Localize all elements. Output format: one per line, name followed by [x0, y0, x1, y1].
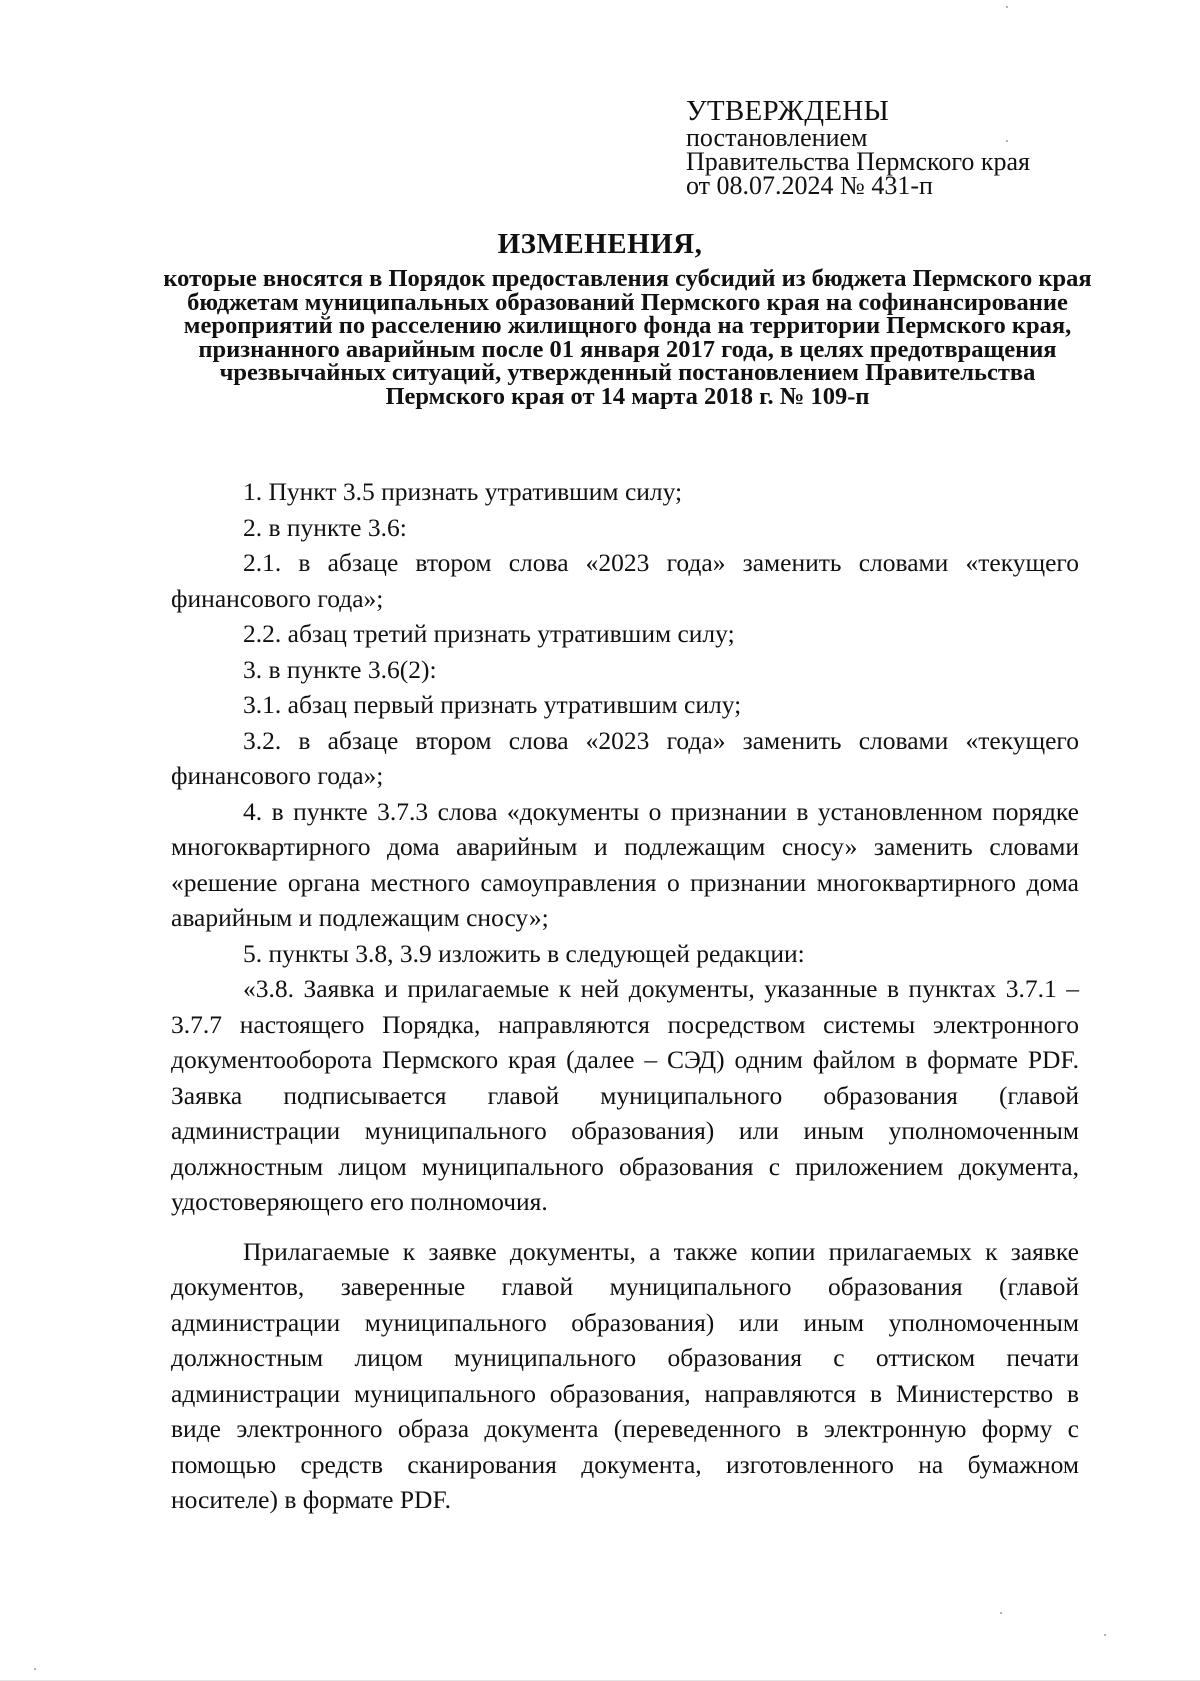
paragraph-item-4: 4. в пункте 3.7.3 слова «документы о признании в установленном порядке многоквартирного дома аварийным и подлежащим сносу» заменить словами «решение органа местного самоуправления о признании многоквартирного дома аварийным и подлежащим сносу»; — [171, 796, 1079, 932]
scan-speck — [1006, 6, 1008, 8]
scan-speck — [34, 1668, 36, 1670]
paragraph-item-3: 3. в пункте 3.6(2): — [243, 654, 437, 684]
approval-line-decree: постановлением — [686, 123, 868, 152]
scan-speck — [1000, 1612, 1002, 1614]
document-body — [171, 474, 1079, 1518]
paragraph-item-2-2: 2.2. абзац третий признать утратившим силу; — [243, 619, 735, 648]
scan-speck — [1006, 140, 1008, 142]
paragraph-item-5: 5. пункты 3.8, 3.9 изложить в следующей редакции: — [243, 938, 805, 968]
document-title: ИЗМЕНЕНИЯ, — [497, 228, 703, 260]
paragraph-clause-3-8: «3.8. Заявка и прилагаемые к ней документы, указанные в пунктах 3.7.1 – 3.7.7 настоящего Порядка, направляются посредством системы электронного документооборота Пермского края (далее – СЭД) одним файлом в формате PDF. Заявка подписывается главой муниципального образования (главой администрации муниципального образования) или иным уполномоченным должностным лицом муниципального образования с приложением документа, удостоверяющего его полномочия. — [171, 974, 1079, 1216]
paragraph-item-3-2: 3.2. в абзаце втором слова «2023 года» заменить словами «текущего финансового года»; — [171, 725, 1079, 790]
paragraph-item-3-1: 3.1. абзац первый признать утратившим силу; — [243, 690, 742, 719]
approval-line-date-number: от 08.07.2024 № 431-п — [686, 171, 933, 200]
approval-line-government: Правительства Пермского края — [686, 147, 1030, 176]
scan-speck — [1104, 1634, 1106, 1636]
paragraph-attached-documents: Прилагаемые к заявке документы, а также копии прилагаемых к заявке документов, заверенные главой муниципального образования (главой администрации муниципального образования) или иным уполномоченным должностным лицом муниципального образования с оттиском печати администрации муниципального образования, направляются в Министерство в виде электронного образа документа (переведенного в электронную форму с помощью средств сканирования документа, изготовленного на бумажном носителе) в формате PDF. — [171, 1236, 1079, 1514]
paragraph-item-2: 2. в пункте 3.6: — [243, 512, 407, 542]
approval-stamp — [686, 96, 1106, 198]
document-subtitle: которые вносятся в Порядок предоставления субсидий из бюджета Пермского края бюджетам муниципальных образований Пермского края на софинансирование мероприятий по расселению жилищного фонда на территории Пермского края, признанного аварийным после 01 января 2017 года, в целях предотвращения чрезвычайных ситуаций, утвержденный постановлением Правительства Пермского края от 14 марта 2018 г. № 109-п — [163, 265, 1092, 410]
approval-title: УТВЕРЖДЕНЫ — [686, 95, 890, 127]
paragraph-item-2-1: 2.1. в абзаце втором слова «2023 года» заменить словами «текущего финансового года»; — [171, 548, 1079, 613]
paragraph-item-1: 1. Пункт 3.5 признать утратившим силу; — [243, 477, 683, 506]
